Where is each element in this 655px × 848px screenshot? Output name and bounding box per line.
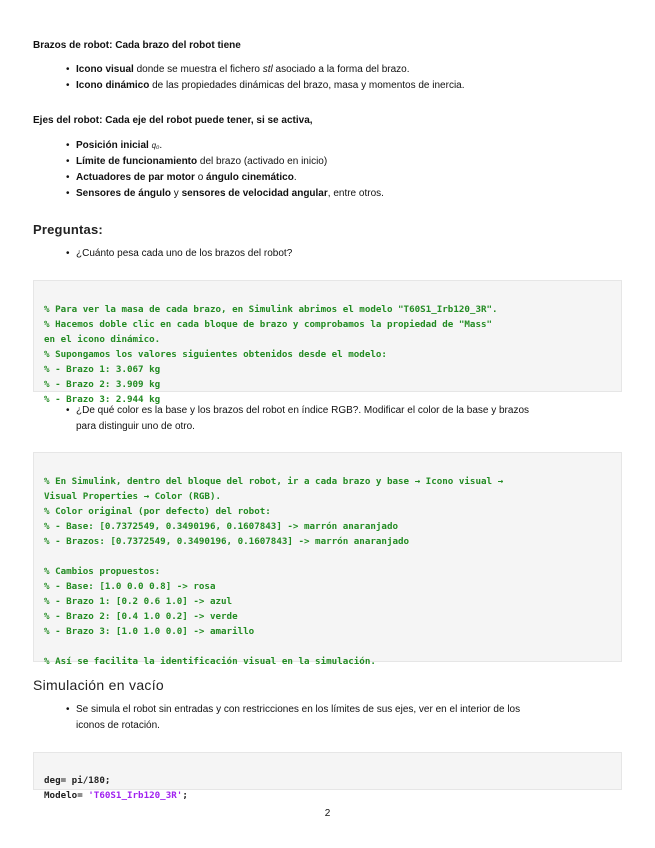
code-line: % Para ver la masa de cada brazo, en Simulink abrimos el modelo "T60S1_Irb120_3R". [44, 304, 498, 315]
code-line: en el icono dinámico. [44, 334, 161, 345]
list-item: • Posición inicial q₀. [66, 138, 384, 154]
list-item: • Sensores de ángulo y sensores de velocidad angular, entre otros. [66, 186, 384, 202]
arms-list [66, 62, 465, 94]
list-item: • Límite de funcionamiento del brazo (activado en inicio) [66, 154, 384, 170]
list-item: • ¿Cuánto pesa cada uno de los brazos del robot? [66, 246, 292, 262]
code-line: % Hacemos doble clic en cada bloque de brazo y comprobamos la propiedad de "Mass" [44, 319, 493, 330]
code-line-var: Modelo= [44, 790, 89, 801]
code-string: 'T60S1_Irb120_3R' [88, 790, 183, 801]
code-line: % - Brazo 3: [1.0 1.0 0.0] -> amarillo [44, 626, 255, 637]
arms-heading: Brazos de robot: Cada brazo del robot tiene [33, 40, 241, 51]
code-line: % En Simulink, dentro del bloque del robot, ir a cada brazo y base → Icono visual → [44, 476, 504, 487]
simulacion-heading: Simulación en vacío [33, 677, 164, 693]
code-line: % Supongamos los valores siguientes obtenidos desde el modelo: [44, 349, 387, 360]
code-line: Visual Properties → Color (RGB). [44, 491, 222, 502]
question-2 [66, 403, 529, 435]
list-item: • ¿De qué color es la base y los brazos del robot en índice RGB?. Modificar el color de la base y brazos para distinguir uno de otro. [66, 403, 529, 435]
code-line: % - Brazo 2: [0.4 1.0 0.2] -> verde [44, 611, 238, 622]
axes-heading: Ejes del robot: Cada eje del robot puede tener, si se activa, [33, 115, 313, 126]
list-item: • Actuadores de par motor o ángulo cinemático. [66, 170, 384, 186]
list-item: • Icono visual donde se muestra el fichero stl asociado a la forma del brazo. [66, 62, 465, 78]
code-line: % Color original (por defecto) del robot: [44, 506, 271, 517]
code-line: % - Base: [0.7372549, 0.3490196, 0.1607843] -> marrón anaranjado [44, 521, 399, 532]
code-block-colors[interactable] [33, 452, 622, 667]
list-item: • Se simula el robot sin entradas y con restricciones en los límites de sus ejes, ver en el interior de los iconos de rotación. [66, 702, 520, 734]
simulacion-list [66, 702, 520, 734]
page-number: 2 [324, 808, 331, 819]
code-line: % - Brazos: [0.7372549, 0.3490196, 0.1607843] -> marrón anaranjado [44, 536, 410, 547]
code-line: % - Brazo 2: 3.909 kg [44, 379, 161, 390]
code-line: % - Brazo 3: 2.944 kg [44, 394, 161, 405]
code-line: % - Brazo 1: [0.2 0.6 1.0] -> azul [44, 596, 233, 607]
question-1 [66, 246, 292, 262]
code-line: % Así se facilita la identificación visual en la simulación. [44, 656, 376, 667]
preguntas-heading: Preguntas: [33, 222, 103, 237]
list-item: • Icono dinámico de las propiedades dinámicas del brazo, masa y momentos de inercia. [66, 78, 465, 94]
code-block-masses[interactable] [33, 280, 622, 405]
code-line: % - Brazo 1: 3.067 kg [44, 364, 161, 375]
axes-list [66, 138, 384, 202]
code-line: deg= pi/180; [44, 775, 111, 786]
code-line: % - Base: [1.0 0.0 0.8] -> rosa [44, 581, 216, 592]
code-line: % Cambios propuestos: [44, 566, 161, 577]
code-block-model[interactable]: deg= pi/180; Modelo= 'T60S1_Irb120_3R'; [33, 752, 622, 790]
